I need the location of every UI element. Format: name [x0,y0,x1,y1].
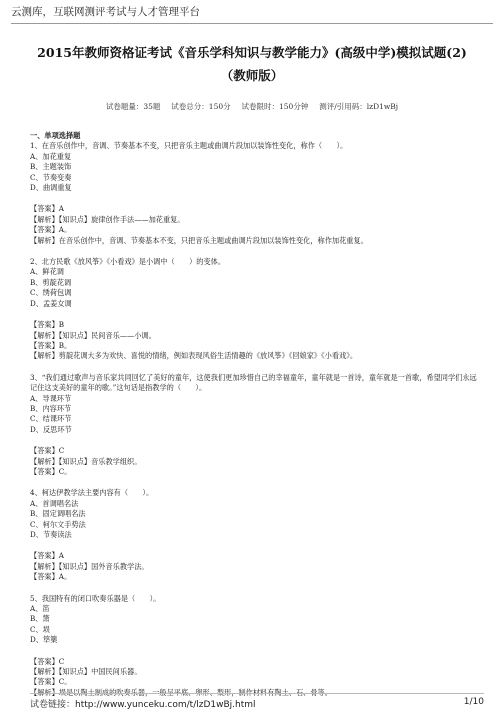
page-number: 1/10 [463,697,484,707]
answer-line: 【答案】C。 [30,466,72,476]
answer-line: 【答案】C。 [30,677,72,687]
option: A、导课环节 [30,393,72,403]
option: C、结课环节 [30,414,72,424]
answer-line: 【解析】【知识点】国外音乐教学法。 [30,561,149,571]
option: C、绣荷包调 [30,288,72,298]
option: D、孟姜女调 [30,298,72,308]
option: B、主题装饰 [30,162,72,172]
option: B、剪靛花调 [30,277,72,287]
question-stem: 2、北方民歌《放风筝》《小看戏》是小调中（ ）的变体。 [30,257,226,267]
option: A、首调唱名法 [30,498,79,508]
page-footer [30,693,484,710]
answer-line: 【答案】A [30,204,64,214]
option: B、固定调唱名法 [30,509,86,519]
question-stem: 4、柯达伊教学法主要内容有（ ）。 [30,488,154,498]
question-list [30,131,480,698]
option: D、筚篥 [30,635,58,645]
option: A、加花重复 [30,151,72,161]
answer-line: 【解析】剪靛花调大多为欢快、喜悦的情绪，例如表现风俗生活情趣的《放风筝》《回娘家》《小看戏》。 [30,351,358,361]
link-label: 试卷链接： [30,700,76,710]
site-header [11,4,493,24]
answer-line: 【答案】B [30,320,65,330]
question-stem: 5、我国特有的闭口吹奏乐器是（ ）。 [30,593,161,603]
answer-line: 【答案】A [30,551,64,561]
option: B、内容环节 [30,403,72,413]
answer-line: 【答案】C [30,656,65,666]
exam-title: 2015年教师资格证考试《音乐学科知识与教学能力》(高级中学)模拟试题(2) [37,45,467,60]
option: C、节奏变奏 [30,172,72,182]
exam-meta: 试卷题量：35题 试卷总分：150分 试卷限时：150分钟 测评/引用码：lzD1wBj [105,102,399,111]
option: C、柯尔文手势法 [30,519,86,529]
answer-line: 【解析】埙是以陶土制成的吹奏乐器，一般呈平底、卵形、梨形，制作材料有陶土、石、骨等。 [30,687,332,697]
answer-line: 【解析】【知识点】旋律创作手法——加花重复。 [30,214,185,224]
option: D、曲调重复 [30,183,72,193]
answer-line: 【答案】A。 [30,225,72,235]
option: D、节奏读法 [30,530,72,539]
site-name: 云测库，互联网测评考试与人才管理平台 [11,6,200,18]
option: B、箫 [30,614,50,624]
answer-line: 【解析】【知识点】民间音乐——小调。 [30,330,156,340]
answer-line: 【答案】C [30,446,65,456]
option: C、埙 [30,624,50,634]
question-stem: 1、在音乐创作中，音调、节奏基本不变，只把音乐主题或曲调片段加以装饰性变化，称作（ ）。 [30,141,348,151]
answer-line: 【解析】【知识点】音乐教学组织。 [30,456,142,466]
exam-subtitle: （教师版） [220,68,284,83]
exam-link[interactable]: http://www.yunceku.com/t/lzD1wBj.html [75,700,256,710]
answer-line: 【答案】B。 [30,340,72,350]
option: D、反思环节 [30,424,72,434]
option: A、鲜花调 [30,267,64,277]
answer-line: 【解析】【知识点】中国民间乐器。 [30,667,142,677]
option: A、笛 [30,604,50,614]
answer-line: 【解析】在音乐创作中，音调、节奏基本不变，只把音乐主题或曲调片段加以装饰性变化，称作加花重复。 [30,235,368,245]
answer-line: 【答案】A。 [30,572,72,582]
question-stem: 3、“我们通过歌声与音乐家共同回忆了美好的童年，这使我们更加珍惜自己的幸福童年，童年就是一首诗，童年就是一首歌，希望同学们永远记住这支美好的童年的歌。”这句话是指教学的（ ）。 [30,372,477,393]
section-heading: 一、单项选择题 [30,131,81,140]
